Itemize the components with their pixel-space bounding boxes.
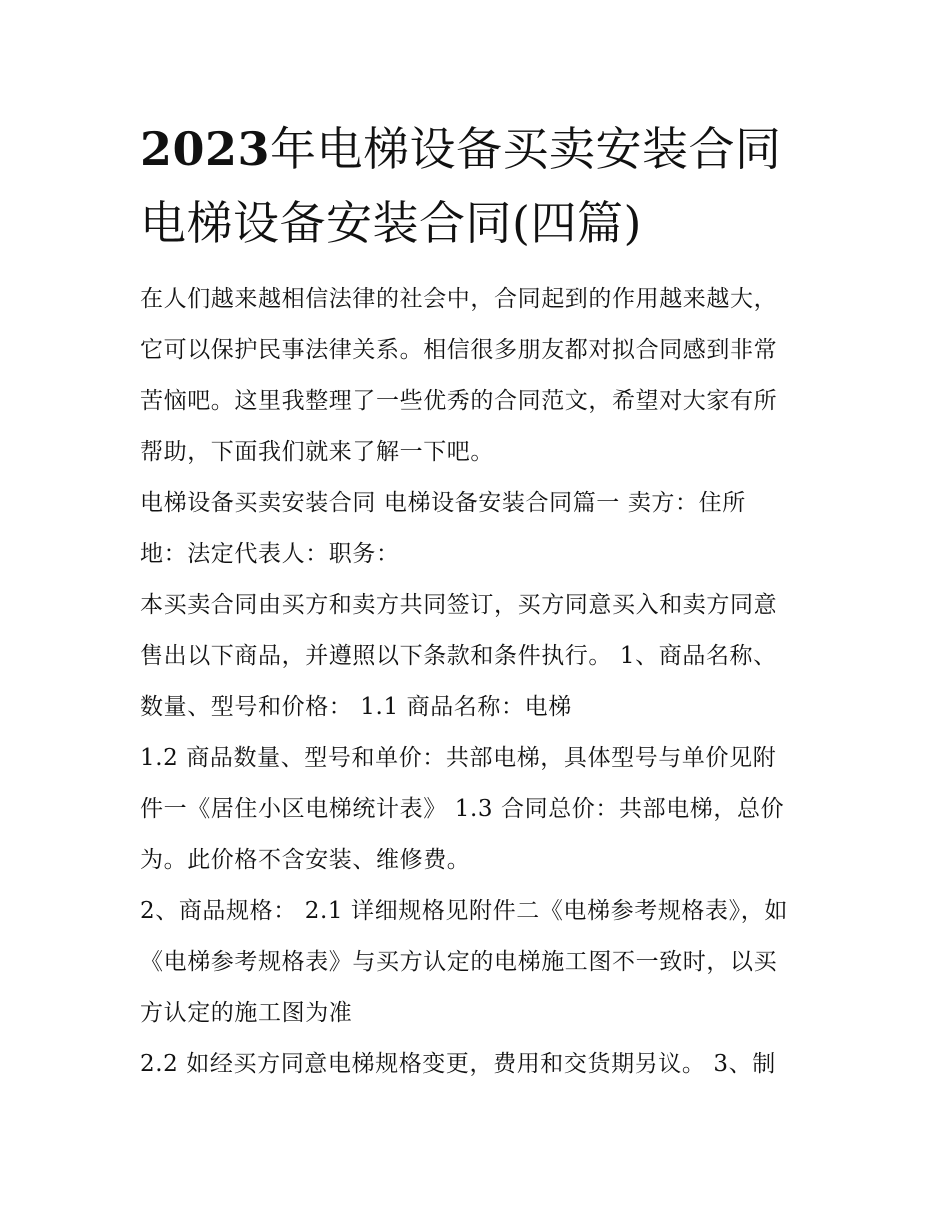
text-line: 数量、型号和价格： 1.1 商品名称：电梯 [140, 694, 572, 720]
text-line: 售出以下商品，并遵照以下条款和条件执行。 1、商品名称、 [140, 643, 777, 669]
paragraph-intro [140, 274, 818, 478]
text-line: 帮助，下面我们就来了解一下吧。 [140, 439, 494, 465]
text-line: 为。此价格不含安装、维修费。 [140, 847, 471, 873]
text-line: 苦恼吧。这里我整理了一些优秀的合同范文，希望对大家有所 [140, 388, 778, 414]
document-body [140, 274, 818, 1090]
text-line: 件一《居住小区电梯统计表》 1.3 合同总价：共部电梯，总价 [140, 796, 785, 822]
title-year: 2023 [140, 122, 271, 176]
text-line: 地：法定代表人：职务： [140, 541, 400, 567]
paragraph-parties [140, 478, 818, 580]
title-line-1-text: 年电梯设备买卖安装合同 [270, 122, 782, 176]
paragraph-clause-2-2 [140, 1039, 818, 1090]
text-line: 方认定的施工图为准 [140, 1000, 353, 1026]
text-line: 它可以保护民事法律关系。相信很多朋友都对拟合同感到非常 [140, 337, 778, 363]
document-page [140, 112, 818, 1090]
text-line: 2.2 如经买方同意电梯规格变更，费用和交货期另议。 3、制 [140, 1051, 776, 1077]
text-line: 本买卖合同由买方和卖方共同签订，买方同意买入和卖方同意 [140, 592, 778, 618]
title-line-1 [140, 112, 818, 186]
document-title [140, 112, 818, 260]
paragraph-clause-2 [140, 886, 818, 1039]
text-line: 1.2 商品数量、型号和单价：共部电梯，具体型号与单价见附 [140, 745, 777, 771]
text-line: 2、商品规格： 2.1 详细规格见附件二《电梯参考规格表》，如 [140, 898, 788, 924]
paragraph-clause-1-2 [140, 733, 818, 886]
text-line: 电梯设备买卖安装合同 电梯设备安装合同篇一 卖方：住所 [140, 490, 746, 516]
text-line: 在人们越来越相信法律的社会中，合同起到的作用越来越大， [140, 286, 778, 312]
paragraph-agreement [140, 580, 818, 733]
text-line: 《电梯参考规格表》与买方认定的电梯施工图不一致时，以买 [140, 949, 778, 975]
title-line-2: 电梯设备安装合同(四篇) [140, 196, 642, 250]
